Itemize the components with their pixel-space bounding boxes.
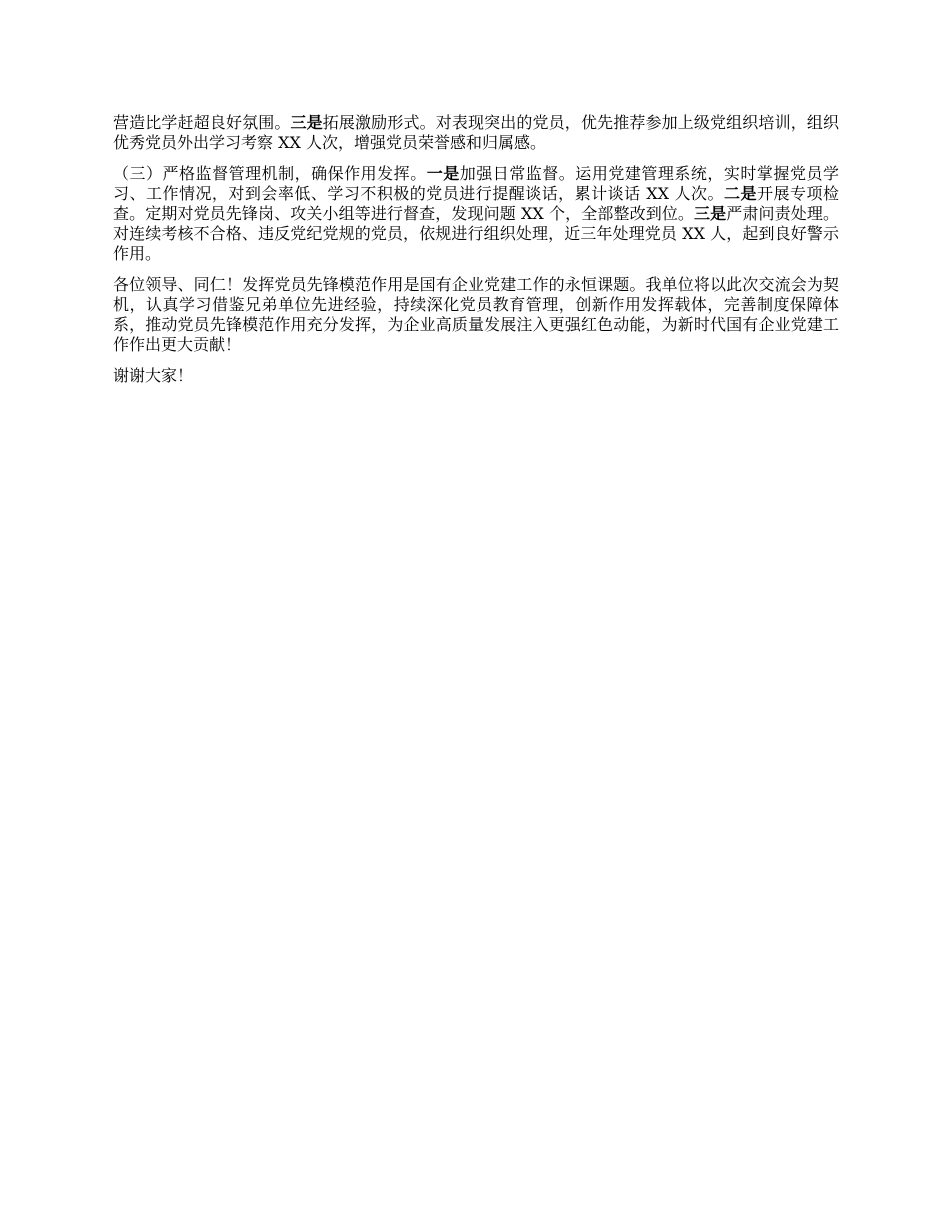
text-run: 严肃问责处理。对连续考核不合格、违反党纪党规的党员，依规进行组织处理，近三年处理党员 XX 人，起到良好警示作用。 [113,204,839,263]
text-run: 加强日常监督。运用党建管理系统，实时掌握党员学习、工作情况，对到会率低、学习不积极的党员进行提醒谈话，累计谈话 XX 人次。 [113,164,839,203]
bold-marker: 三是 [290,113,323,132]
text-run: 谢谢大家！ [113,366,194,385]
section-heading: （三）严格监督管理机制，确保作用发挥。 [113,164,427,183]
bold-marker: 一是 [426,164,460,183]
text-run: 开展专项检查。定期对党员先锋岗、攻关小组等进行督查，发现问题 XX 个，全部整改到位。 [113,184,839,223]
text-run: 各位领导、同仁！发挥党员先锋模范作用是国有企业党建工作的永恒课题。我单位将以此次交流会为契机，认真学习借鉴兄弟单位先进经验，持续深化党员教育管理，创新作用发挥载体，完善制度保障体系，推动党员先锋模范作用充分发挥，为企业高质量发展注入更强红色动能，为新时代国有企业党建工作作出更大贡献！ [113,275,839,354]
bold-marker: 二是 [724,184,758,203]
text-run: 营造比学赶超良好氛围。 [113,113,291,132]
paragraph-incentive [113,113,839,153]
paragraph-supervision [113,164,839,264]
paragraph-closing [113,275,839,355]
document-page [113,113,839,397]
bold-marker: 三是 [694,204,727,223]
paragraph-thanks [113,366,839,386]
text-run: 拓展激励形式。对表现突出的党员，优先推荐参加上级党组织培训，组织优秀党员外出学习考察 XX 人次，增强党员荣誉感和归属感。 [113,113,839,152]
